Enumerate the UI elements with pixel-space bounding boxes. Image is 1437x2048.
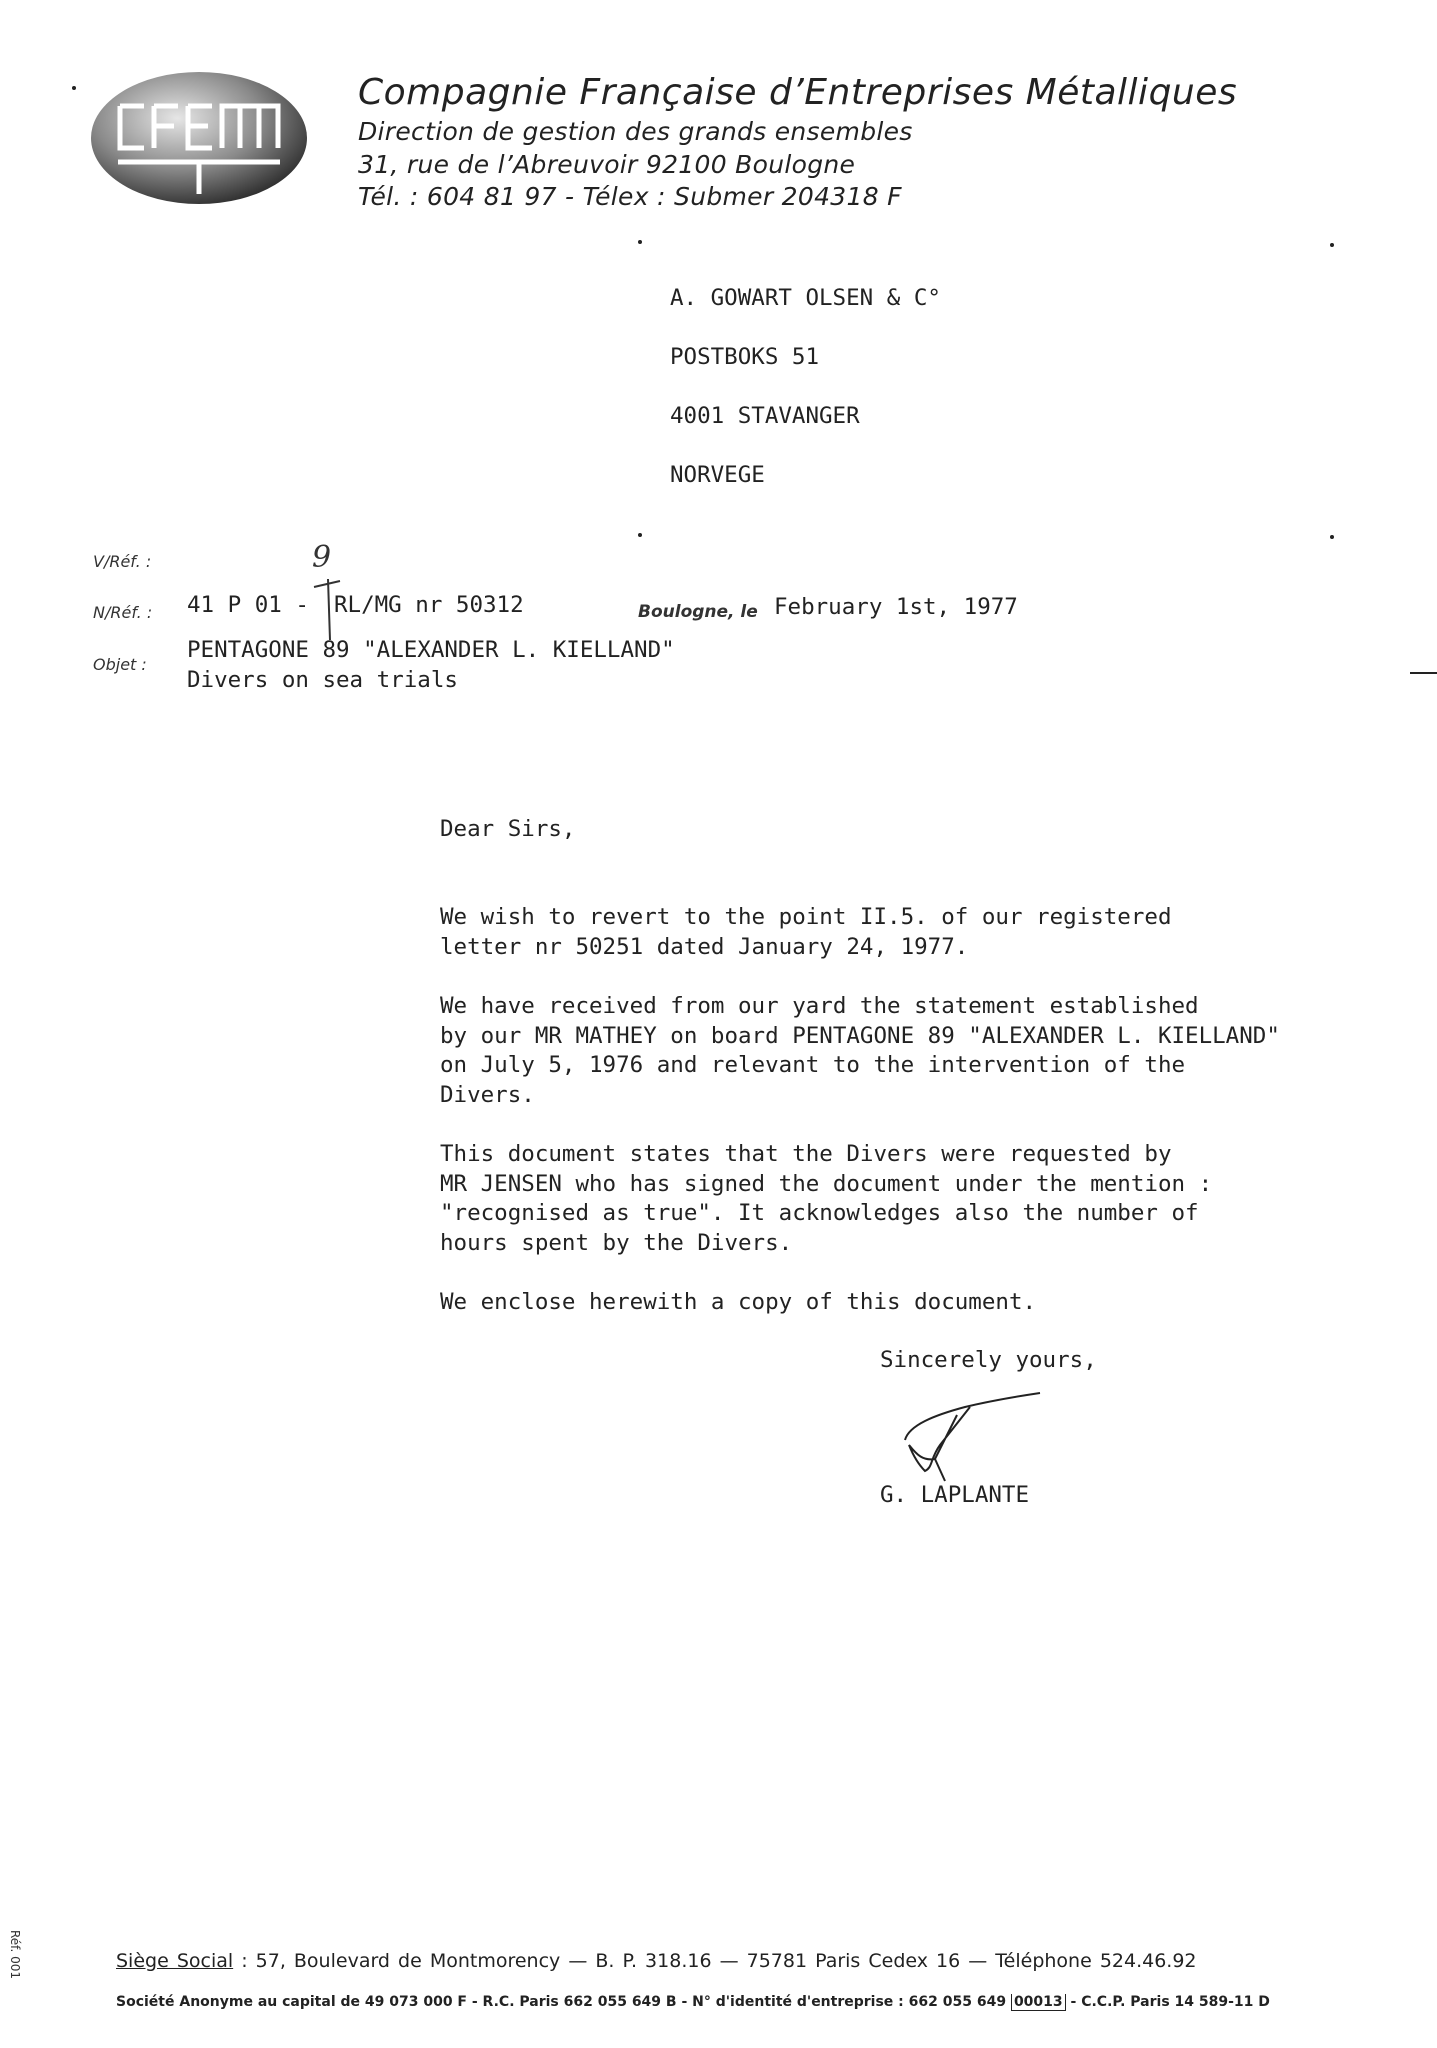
recipient-line-3: 4001 STAVANGER [670, 403, 860, 429]
recipient-line-1: A. GOWART OLSEN & C° [670, 285, 941, 311]
objet-line-1: PENTAGONE 89 "ALEXANDER L. KIELLAND" [187, 637, 675, 663]
footer-legal-box: 00013 [1011, 1994, 1066, 2011]
margin-dot [72, 86, 76, 90]
footer-headquarters [116, 1950, 1197, 1972]
recipient-line-4: NORVEGE [670, 462, 765, 488]
recipient-line-2: POSTBOKS 51 [670, 344, 820, 370]
salutation: Dear Sirs, [440, 816, 576, 842]
company-address: 31, rue de l’Abreuvoir 92100 Boulogne [358, 150, 856, 179]
signatory: G. LAPLANTE [880, 1482, 1030, 1508]
nref-label: N/Réf. : [93, 603, 153, 622]
window-mark-dot [638, 240, 642, 244]
letter-date: February 1st, 1977 [774, 594, 1018, 620]
objet-line-2: Divers on sea trials [187, 667, 458, 693]
nref-value: RL/MG nr 50312 [334, 592, 524, 618]
closing: Sincerely yours, [880, 1347, 1097, 1373]
company-name: Compagnie Française d’Entreprises Métalliques [358, 72, 1238, 113]
company-division: Direction de gestion des grands ensembles [358, 117, 913, 146]
objet-label: Objet : [93, 655, 147, 674]
vref-label: V/Réf. : [93, 552, 152, 571]
footer-legal-tail: - C.C.P. Paris 14 589-11 D [1070, 1994, 1270, 2010]
footer-siege-text: : 57, Boulevard de Montmorency — B. P. 318.16 — 75781 Paris Cedex 16 — Téléphone 524.46.92 [241, 1950, 1197, 1972]
company-contact: Tél. : 604 81 97 - Télex : Submer 204318 F [358, 182, 902, 211]
fold-mark [1410, 672, 1437, 674]
handwritten-mark: 9 [312, 540, 332, 575]
window-mark-dot [1330, 535, 1334, 539]
window-mark-dot [638, 533, 642, 537]
paragraph-2: We have received from our yard the statement established by our MR MATHEY on board PENTAGONE 89 "ALEXANDER L. KIELLAND" on July 5, 1976 and relevant to the intervention of the Divers. [440, 993, 1280, 1108]
footer-siege-label: Siège Social [116, 1950, 234, 1972]
window-mark-dot [1330, 243, 1334, 247]
form-reference: Réf. 001 [8, 1930, 22, 1980]
paragraph-4: We enclose herewith a copy of this document. [440, 1289, 1037, 1315]
footer-legal [116, 1994, 1270, 2010]
signature [895, 1385, 1055, 1490]
cfem-logo [88, 68, 310, 208]
paragraph-1: We wish to revert to the point II.5. of our registered letter nr 50251 dated January 24, 1977. [440, 904, 1172, 960]
footer-legal-text: Société Anonyme au capital de 49 073 000 F - R.C. Paris 662 055 649 B - N° d'identité d'entreprise : 662 055 649 [116, 1994, 1007, 2010]
handwritten-stroke [306, 565, 346, 645]
dateline-place: Boulogne, le [638, 602, 758, 622]
nref-prefix: 41 P 01 - [187, 592, 309, 618]
paragraph-3: This document states that the Divers were requested by MR JENSEN who has signed the document under the mention : "recognised as true". It acknowledges also the number of hours spent by the Divers. [440, 1141, 1213, 1256]
